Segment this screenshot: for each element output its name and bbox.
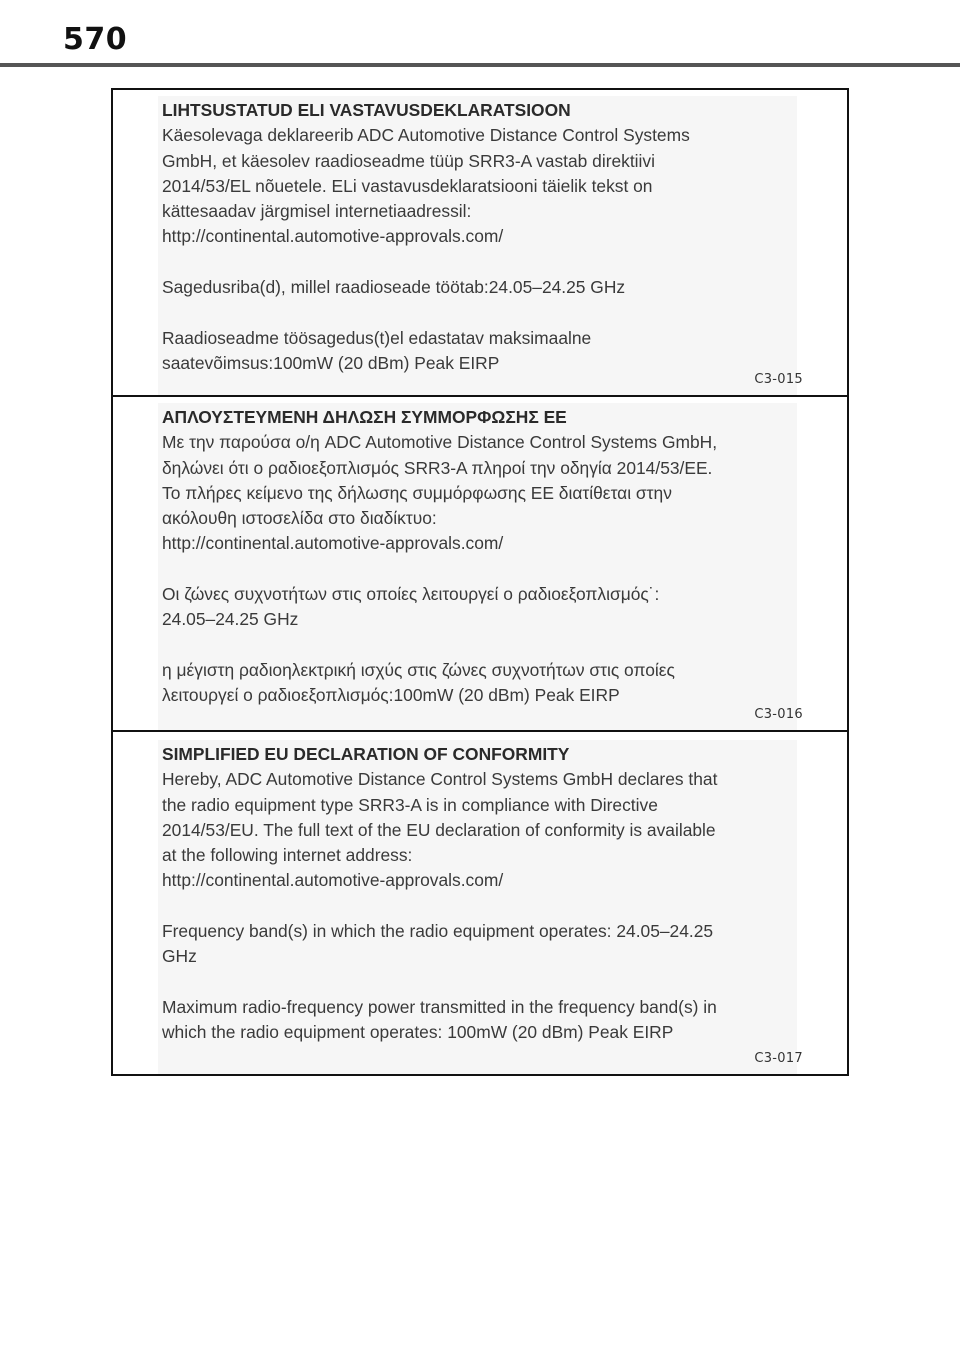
text-line: kättesaadav järgmisel internetiaadressil:	[162, 201, 472, 222]
paragraph	[162, 430, 822, 556]
section-title: ΑΠΛΟΥΣΤΕΥΜΕΝΗ ΔΗΛΩΣΗ ΣΥΜΜΟΡΦΩΣΗΣ ΕΕ	[162, 407, 567, 427]
text-line: Maximum radio-frequency power transmitted in the frequency band(s) in	[162, 996, 717, 1017]
paragraph	[162, 767, 822, 893]
declaration-section-greek	[113, 397, 847, 732]
text-line: which the radio equipment operates: 100mW (20 dBm) Peak EIRP	[162, 1022, 674, 1043]
page-header	[0, 0, 960, 68]
text-line: Με την παρούσα ο/η ADC Automotive Distance Control Systems GmbH,	[162, 432, 718, 453]
section-title: LIHTSUSTATUD ELI VASTAVUSDEKLARATSIOON	[162, 100, 571, 120]
text-line: the radio equipment type SRR3-A is in compliance with Directive	[162, 794, 658, 815]
paragraph	[162, 326, 822, 377]
declaration-box	[111, 88, 849, 1076]
paragraph	[162, 275, 822, 300]
text-line: Frequency band(s) in which the radio equipment operates: 24.05–24.25	[162, 921, 714, 942]
text-line: Το πλήρες κείμενο της δήλωσης συμμόρφωσης ΕΕ διατίθεται στην	[162, 482, 672, 503]
text-line: η μέγιστη ραδιοηλεκτρική ισχύς στις ζώνες συχνοτήτων στις οποίες	[162, 659, 675, 680]
text-line: λειτουργεί ο ραδιοεξοπλισμός:100mW (20 dBm) Peak EIRP	[162, 685, 620, 706]
text-line: Raadioseadme töösagedus(t)el edastatav maksimaalne	[162, 327, 592, 348]
text-line: GHz	[162, 946, 197, 967]
paragraph	[162, 919, 822, 970]
figure-code: C3-017	[754, 1051, 803, 1066]
text-line: GmbH, et käesolev raadioseadme tüüp SRR3-A vastab direktiivi	[162, 150, 655, 171]
text-line: Sagedusriba(d), millel raadioseade töötab:24.05–24.25 GHz	[162, 277, 626, 298]
declaration-section-english	[113, 734, 847, 1074]
header-rule	[0, 63, 960, 67]
paragraph	[162, 123, 822, 249]
figure-code: C3-016	[754, 707, 803, 722]
text-line: 2014/53/EU. The full text of the EU declaration of conformity is available	[162, 819, 716, 840]
section-text	[162, 98, 822, 376]
paragraph	[162, 658, 822, 709]
text-line: ακόλουθη ιστοσελίδα στο διαδίκτυο:	[162, 508, 437, 529]
section-title: SIMPLIFIED EU DECLARATION OF CONFORMITY	[162, 744, 570, 764]
section-text	[162, 742, 822, 1046]
text-line: δηλώνει ότι ο ραδιοεξοπλισμός SRR3-A πληροί την οδηγία 2014/53/ΕΕ.	[162, 457, 713, 478]
url-text: http://continental.automotive-approvals.com/	[162, 533, 504, 554]
text-line: at the following internet address:	[162, 845, 413, 866]
paragraph	[162, 582, 822, 633]
text-line: saatevõimsus:100mW (20 dBm) Peak EIRP	[162, 352, 500, 373]
text-line: Käesolevaga deklareerib ADC Automotive Distance Control Systems	[162, 125, 690, 146]
paragraph	[162, 995, 822, 1046]
declaration-section-estonian	[113, 90, 847, 397]
text-line: 2014/53/EL nõuetele. ELi vastavusdeklaratsiooni täielik tekst on	[162, 175, 653, 196]
text-line: Hereby, ADC Automotive Distance Control Systems GmbH declares that	[162, 769, 718, 790]
text-line: Οι ζώνες συχνοτήτων στις οποίες λειτουργεί ο ραδιοεξοπλισμός˙:	[162, 584, 660, 605]
section-text	[162, 405, 822, 709]
url-text: http://continental.automotive-approvals.com/	[162, 226, 504, 247]
page-number: 570	[63, 22, 128, 57]
url-text: http://continental.automotive-approvals.com/	[162, 870, 504, 891]
figure-code: C3-015	[754, 372, 803, 387]
text-line: 24.05–24.25 GHz	[162, 609, 299, 630]
